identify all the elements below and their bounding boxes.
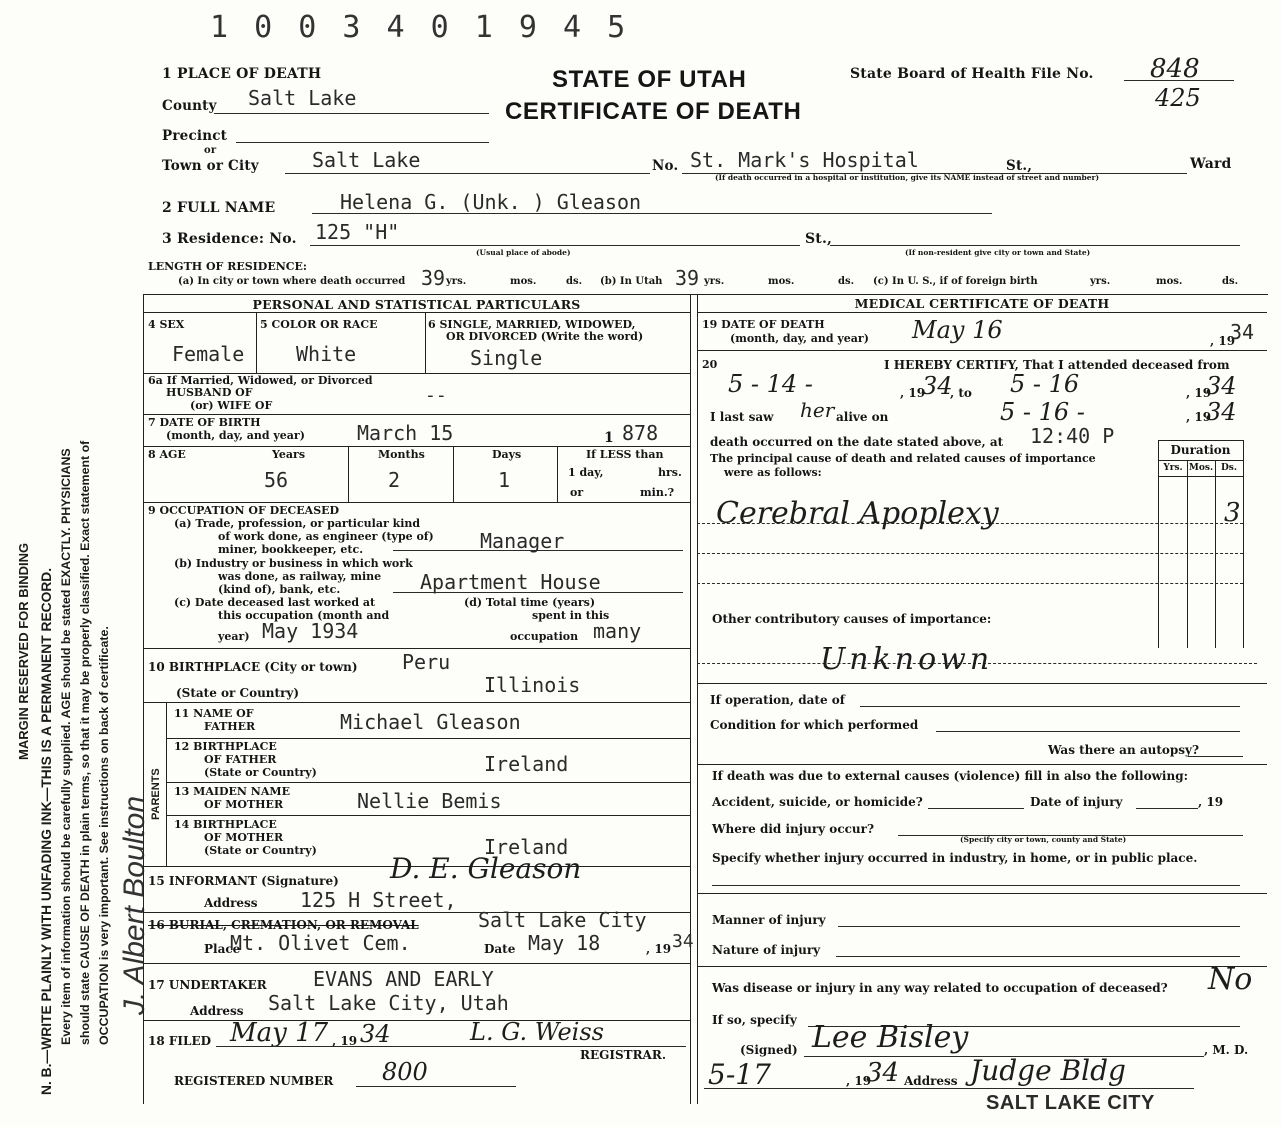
where-injury-note: (Specify city or town, county and State) xyxy=(960,835,1127,844)
sex-value: Female xyxy=(172,342,245,366)
age-less-label: If LESS than xyxy=(586,448,664,461)
injury-date-label: Date of injury xyxy=(1030,795,1123,809)
sign-year-prefix: , 19 xyxy=(846,1074,872,1088)
dod-label-2: (month, day, and year) xyxy=(730,332,869,345)
registrar-signature: L. G. Weiss xyxy=(470,1018,604,1046)
occ-a-1: (a) Trade, profession, or particular kind xyxy=(174,517,421,530)
burial-year-prefix: , 19 xyxy=(646,942,672,956)
death-time: 12:40 P xyxy=(1030,424,1115,448)
dob-year: 878 xyxy=(622,421,659,445)
dob-label-2: (month, day, and year) xyxy=(166,429,305,442)
spouse-label-1: 6a If Married, Widowed, or Divorced xyxy=(148,374,373,387)
last-saw-label: I last saw xyxy=(710,410,774,424)
cause-duration-days: 3 xyxy=(1224,498,1241,528)
birthplace-state-label: (State or Country) xyxy=(176,686,300,700)
mother-birthplace: Ireland xyxy=(484,835,569,859)
mother-bp-label-1: 14 BIRTHPLACE xyxy=(174,818,277,831)
age-days: 1 xyxy=(498,468,511,492)
age-years-label: Years xyxy=(272,448,306,461)
town-label: Town or City xyxy=(162,158,259,174)
personal-heading: PERSONAL AND STATISTICAL PARTICULARS xyxy=(252,297,581,312)
dob-year-prefix: 1 xyxy=(604,430,614,446)
file-number-label: State Board of Health File No. xyxy=(850,66,1094,82)
marital-label-1: 6 SINGLE, MARRIED, WIDOWED, xyxy=(428,318,636,331)
ds-label-c: ds. xyxy=(1222,276,1239,287)
attended-to: 5 - 16 xyxy=(1010,370,1080,398)
occ-b-2: was done, as railway, mine xyxy=(218,570,382,583)
marital-value: Single xyxy=(470,346,543,370)
file-number-sub: 425 xyxy=(1155,84,1201,112)
informant-signature: D. E. Gleason xyxy=(390,852,582,885)
dod-year: 34 xyxy=(1230,320,1255,344)
physician-address-label: Address xyxy=(904,1074,958,1088)
residence-utah-label: (b) In Utah xyxy=(600,276,663,287)
physician-sign-year: 34 xyxy=(866,1058,900,1088)
age-label: 8 AGE xyxy=(148,448,186,461)
mos-label-b: mos. xyxy=(768,276,795,287)
sex-label: 4 SEX xyxy=(148,318,185,331)
certificate-title: CERTIFICATE OF DEATH xyxy=(505,98,802,125)
spouse-label-3: (or) WIFE OF xyxy=(190,399,273,412)
county-label: County xyxy=(162,98,217,114)
dod-year-prefix: , 19 xyxy=(1210,334,1236,348)
attended-from: 5 - 14 - xyxy=(728,370,813,398)
dob-month-day: March 15 xyxy=(357,421,454,445)
ds-label-b: ds. xyxy=(838,276,855,287)
certify-number: 20 xyxy=(702,358,718,371)
color-value: White xyxy=(296,342,357,366)
occ-b-3: (kind of), bank, etc. xyxy=(218,583,341,596)
precinct-label: Precinct xyxy=(162,128,228,144)
age-hrs-label: hrs. xyxy=(658,466,682,479)
burial-place: Mt. Olivet Cem. xyxy=(230,931,411,955)
residence-label: 3 Residence: No. xyxy=(162,231,297,247)
margin-handwritten-signature: J. Albert Boulton xyxy=(118,795,151,1015)
where-injury-label: Where did injury occur? xyxy=(712,822,875,836)
mother-bp-label-3: (State or Country) xyxy=(204,844,317,857)
physician-sign-date: 5-17 xyxy=(708,1058,771,1091)
parents-label: PARENTS xyxy=(150,768,162,820)
filed-year-prefix: , 19 xyxy=(332,1034,358,1048)
color-label: 5 COLOR OR RACE xyxy=(260,318,378,331)
occ-c-1: (c) Date deceased last worked at xyxy=(174,596,376,609)
margin-binding: MARGIN RESERVED FOR BINDING xyxy=(16,542,31,760)
age-day-label: 1 day, xyxy=(568,466,604,479)
street-number-label: No. xyxy=(652,158,679,174)
age-or-label: or xyxy=(570,486,584,499)
age-days-label: Days xyxy=(492,448,522,461)
duration-label: Duration xyxy=(1170,443,1231,457)
burial-label: 16 BURIAL, CREMATION, OR REMOVAL xyxy=(148,918,419,932)
dod-label-1: 19 DATE OF DEATH xyxy=(702,318,825,331)
from-year-prefix: , 19 xyxy=(900,386,926,400)
mother-name-label-1: 13 MAIDEN NAME xyxy=(174,785,290,798)
filed-date: May 17 xyxy=(230,1018,329,1048)
occ-d-2: spent in this xyxy=(532,609,610,622)
last-saw-date: 5 - 16 - xyxy=(1000,398,1085,426)
margin-line-2: Every item of information should be carefully supplied. AGE should be stated EXACTLY. PHYSICIANS xyxy=(59,448,73,1045)
place-of-death-location: St. Mark's Hospital xyxy=(690,148,919,172)
place-of-death-label: 1 PLACE OF DEATH xyxy=(162,66,322,82)
non-resident-note: (If non-resident give city or town and State) xyxy=(905,248,1091,257)
residence-value: 125 "H" xyxy=(315,220,400,244)
usual-abode-note: (Usual place of abode) xyxy=(476,248,571,257)
full-name-label: 2 FULL NAME xyxy=(162,200,276,216)
residence-us-label: (c) In U. S., if of foreign birth xyxy=(873,276,1038,287)
undertaker-address-label: Address xyxy=(190,1004,244,1018)
occ-d-3: occupation xyxy=(510,630,579,643)
occupation-label: 9 OCCUPATION OF DECEASED xyxy=(148,504,340,517)
registered-number-label: REGISTERED NUMBER xyxy=(174,1074,334,1088)
father-bp-label-3: (State or Country) xyxy=(204,766,317,779)
last-worked-value: May 1934 xyxy=(262,619,359,643)
external-causes-label: If death was due to external causes (violence) fill in also the following: xyxy=(712,769,1189,783)
total-time-value: many xyxy=(593,619,642,643)
birthplace-label: 10 BIRTHPLACE (City or town) xyxy=(148,660,358,674)
burial-date-label: Date xyxy=(484,942,516,956)
related-value: No xyxy=(1208,962,1253,997)
to-label: , to xyxy=(950,386,972,400)
medical-heading: MEDICAL CERTIFICATE OF DEATH xyxy=(854,296,1110,311)
duration-ds: Ds. xyxy=(1220,463,1237,473)
street-label: St., xyxy=(1006,158,1033,174)
duration-mos: Mos. xyxy=(1188,463,1214,473)
duration-yrs: Yrs. xyxy=(1163,463,1183,473)
occ-c-3: year) xyxy=(218,630,250,643)
occ-d-1: (d) Total time (years) xyxy=(464,596,596,609)
dob-label-1: 7 DATE OF BIRTH xyxy=(148,416,261,429)
industry-value: Apartment House xyxy=(420,570,601,594)
town-value: Salt Lake xyxy=(312,148,421,172)
yrs-label-b: yrs. xyxy=(704,276,725,287)
city-stamp: SALT LAKE CITY xyxy=(986,1092,1155,1114)
burial-date: May 18 xyxy=(528,931,601,955)
cause-label-2: were as follows: xyxy=(724,466,822,479)
or-label: or xyxy=(204,145,217,156)
spouse-label-2: HUSBAND OF xyxy=(166,386,253,399)
occupation-value: Manager xyxy=(480,529,565,553)
mother-bp-label-2: OF MOTHER xyxy=(204,831,284,844)
county-value: Salt Lake xyxy=(248,86,357,110)
occ-c-2: this occupation (month and xyxy=(218,609,390,622)
saw-year: 34 xyxy=(1206,398,1237,426)
informant-address: 125 H Street, xyxy=(300,888,457,912)
related-label: Was disease or injury in any way related to occupation of deceased? xyxy=(712,981,1168,995)
mos-label-a: mos. xyxy=(510,276,537,287)
ward-label: Ward xyxy=(1190,156,1232,172)
cause-of-death: Cerebral Apoplexy xyxy=(716,496,999,531)
mos-label-c: mos. xyxy=(1156,276,1183,287)
residence-street-label: St., xyxy=(805,231,833,247)
father-birthplace: Ireland xyxy=(484,752,569,776)
md-label: , M. D. xyxy=(1204,1043,1249,1057)
length-of-residence-label: LENGTH OF RESIDENCE: xyxy=(148,260,307,273)
father-name-label-1: 11 NAME OF xyxy=(174,707,254,720)
specify-injury-label: Specify whether injury occurred in industry, in home, or in public place. xyxy=(712,851,1198,865)
operation-label: If operation, date of xyxy=(710,693,845,707)
other-causes-label: Other contributory causes of importance: xyxy=(712,612,992,626)
other-causes-value: Unknown xyxy=(820,642,994,677)
margin-line-1: N. B.—WRITE PLAINLY WITH UNFADING INK—THIS IS A PERMANENT RECORD. xyxy=(39,567,54,1095)
certify-text: I HEREBY CERTIFY, That I attended deceased from xyxy=(884,358,1230,372)
margin-line-4: OCCUPATION is very important. See instructions on back of certificate. xyxy=(97,626,111,1045)
father-bp-label-2: OF FATHER xyxy=(204,753,277,766)
autopsy-label: Was there an autopsy? xyxy=(1048,743,1200,757)
accident-label: Accident, suicide, or homicide? xyxy=(712,795,923,809)
cause-label-1: The principal cause of death and related causes of importance xyxy=(710,452,1096,465)
mother-name-label-2: OF MOTHER xyxy=(204,798,284,811)
birthplace-state: Illinois xyxy=(484,673,581,697)
undertaker-address: Salt Lake City, Utah xyxy=(268,991,509,1015)
if-so-label: If so, specify xyxy=(712,1013,797,1027)
residence-city-label: (a) In city or town where death occurred xyxy=(178,276,406,287)
ds-label-a: ds. xyxy=(566,276,583,287)
yrs-label-a: yrs. xyxy=(446,276,467,287)
nature-label: Nature of injury xyxy=(712,943,821,957)
informant-address-city: Salt Lake City xyxy=(478,908,647,932)
birthplace-city: Peru xyxy=(402,650,451,674)
age-months-label: Months xyxy=(378,448,425,461)
alive-on-label: alive on xyxy=(836,410,889,424)
residence-city-years: 39 xyxy=(421,266,446,290)
manner-label: Manner of injury xyxy=(712,913,826,927)
to-year-prefix: , 19 xyxy=(1186,386,1212,400)
dod-value: May 16 xyxy=(912,316,1003,344)
residence-utah-years: 39 xyxy=(675,266,700,290)
condition-label: Condition for which performed xyxy=(710,718,919,732)
injury-year-prefix: , 19 xyxy=(1198,795,1224,809)
physician-signature: Lee Bisley xyxy=(812,1020,969,1055)
physician-address: Judge Bldg xyxy=(970,1054,1126,1087)
informant-address-label: Address xyxy=(204,896,258,910)
file-number: 848 xyxy=(1150,54,1200,84)
place-note: (If death occurred in a hospital or institution, give its NAME instead of street and number) xyxy=(715,173,1100,182)
state-title: STATE OF UTAH xyxy=(552,66,747,93)
mother-name: Nellie Bemis xyxy=(357,789,502,813)
last-saw-her: her xyxy=(800,398,835,422)
to-year: 34 xyxy=(1206,372,1237,400)
death-occurred-label: death occurred on the date stated above, at xyxy=(710,435,1004,449)
filed-label: 18 FILED xyxy=(148,1034,211,1048)
father-name-label-2: FATHER xyxy=(204,720,256,733)
signed-label: (Signed) xyxy=(740,1043,798,1057)
filed-year: 34 xyxy=(360,1020,391,1048)
occ-a-2: of work done, as engineer (type of) xyxy=(218,530,434,543)
occ-a-3: miner, bookkeeper, etc. xyxy=(218,543,364,556)
age-months: 2 xyxy=(388,468,401,492)
marital-label-2: OR DIVORCED (Write the word) xyxy=(446,330,644,343)
from-year: 34 xyxy=(922,372,953,400)
undertaker-label: 17 UNDERTAKER xyxy=(148,978,267,992)
informant-label: 15 INFORMANT (Signature) xyxy=(148,874,339,888)
father-bp-label-1: 12 BIRTHPLACE xyxy=(174,740,277,753)
yrs-label-c: yrs. xyxy=(1090,276,1111,287)
burial-year: 34 xyxy=(672,931,694,952)
certificate-serial: 1 0 0 3 4 0 1 9 4 5 xyxy=(210,10,630,45)
burial-place-label: Place xyxy=(204,942,241,956)
spouse-value: -- xyxy=(425,385,447,406)
father-name: Michael Gleason xyxy=(340,710,521,734)
full-name-value: Helena G. (Unk. ) Gleason xyxy=(340,190,642,214)
margin-line-3: should state CAUSE OF DEATH in plain terms, so that it may be properly classified. Exact statement of xyxy=(78,440,92,1045)
undertaker-name: EVANS AND EARLY xyxy=(313,967,494,991)
registered-number: 800 xyxy=(382,1058,428,1086)
age-years: 56 xyxy=(264,468,289,492)
registrar-label: REGISTRAR. xyxy=(580,1048,667,1062)
occ-b-1: (b) Industry or business in which work xyxy=(174,557,413,570)
saw-year-prefix: , 19 xyxy=(1186,410,1212,424)
age-min-label: min.? xyxy=(640,486,675,499)
